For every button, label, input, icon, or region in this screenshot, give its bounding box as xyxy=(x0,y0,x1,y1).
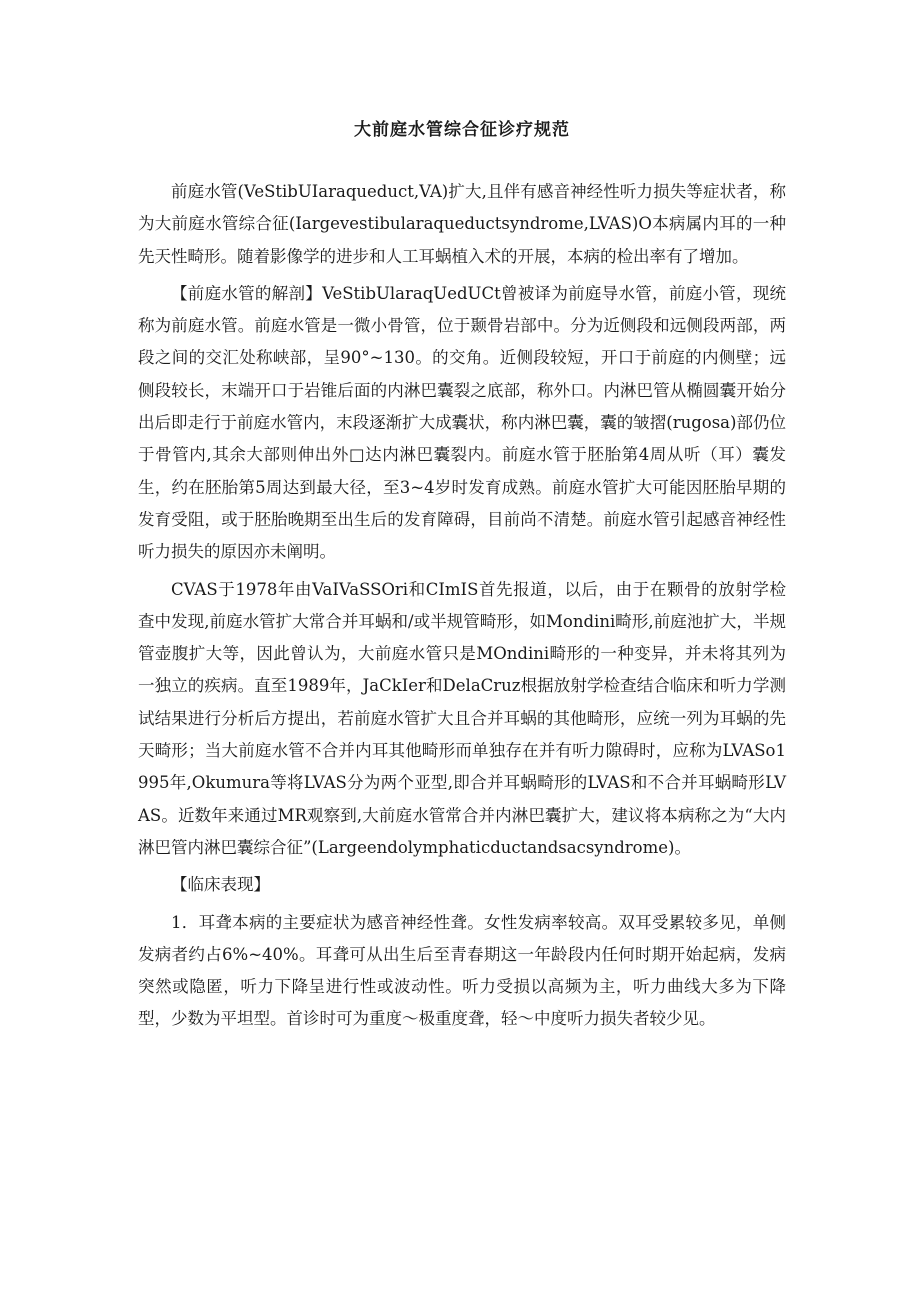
paragraph-intro-text: 前庭水管(VeStibUIaraqueduct,VA)扩大,且伴有感音神经性听力损失等症状者，称为大前庭水管综合征(Iargevestibularaqueductsyndrome,LVAS)O本病属内耳的一种先天性畸形。随着影像学的进步和人工耳蜗植入术的开展，本病的检出率有了增加。 xyxy=(138,182,786,266)
paragraph-anatomy xyxy=(138,278,786,569)
section-heading-clinical xyxy=(138,869,786,901)
paragraph-deafness xyxy=(138,907,786,1036)
section-heading-clinical-text: 【临床表现】 xyxy=(171,875,270,895)
paragraph-deafness-text: 1．耳聋本病的主要症状为感音神经性聋。女性发病率较高。双耳受累较多见，单侧发病者约占6%~40%。耳聋可从出生后至青春期这一年龄段内任何时期开始起病，发病突然或隐匿，听力下降呈进行性或波动性。听力受损以高频为主，听力曲线大多为下降型，少数为平坦型。首诊时可为重度～极重度聋，轻～中度听力损失者较少见。 xyxy=(138,912,786,1029)
section-heading-anatomy: 【前庭水管的解剖】 xyxy=(171,283,323,303)
paragraph-intro xyxy=(138,176,786,273)
document-title: 大前庭水管综合征诊疗规范 xyxy=(354,120,570,140)
paragraph-anatomy-text: VeStibUlaraqUedUCt曾被译为前庭导水管，前庭小管，现统称为前庭水管。前庭水管是一微小骨管，位于颞骨岩部中。分为近侧段和远侧段两部，两段之间的交汇处称峡部，呈90°~130。的交角。近侧段较短，开口于前庭的内侧壁；远侧段较长，末端开口于岩锥后面的内淋巴囊裂之底部，称外口。内淋巴管从椭圆囊开始分出后即走行于前庭水管内，末段逐渐扩大成囊状，称内淋巴囊，囊的皱摺(rugosa)部仍位于骨管内,其余大部则伸出外□达内淋巴囊裂内。前庭水管于胚胎第4周从听（耳）囊发生，约在胚胎第5周达到最大径，至3~4岁时发育成熟。前庭水管扩大可能因胚胎早期的发育受阻，或于胚胎晚期至出生后的发育障碍，目前尚不清楚。前庭水管引起感音神经性听力损失的原因亦未阐明。 xyxy=(138,283,787,562)
document-page xyxy=(138,112,786,1041)
paragraph-history xyxy=(138,574,786,865)
paragraph-history-text: CVAS于1978年由VaIVaSSOri和CImIS首先报道，以后，由于在颗骨的放射学检查中发现,前庭水管扩大常合并耳蜗和/或半规管畸形，如Mondini畸形,前庭池扩大，半规管壶腹扩大等，因此曾认为，大前庭水管只是MOndini畸形的一种变异，并未将其列为一独立的疾病。直至1989年，JaCkIer和DelaCruz根据放射学检查结合临床和听力学测试结果进行分析后方提出，若前庭水管扩大且合并耳蜗的其他畸形，应统一列为耳蜗的先天畸形；当大前庭水管不合并内耳其他畸形而单独存在并有听力隙碍时，应称为LVASo1995年,Okumura等将LVAS分为两个亚型,即合并耳蜗畸形的LVAS和不合并耳蜗畸形LVAS。近数年来通过MR观察到,大前庭水管常合并内淋巴囊扩大，建议将本病称之为“大内淋巴管内淋巴囊综合征”(Largeendolymphaticductandsacsyndrome)。 xyxy=(138,579,786,857)
